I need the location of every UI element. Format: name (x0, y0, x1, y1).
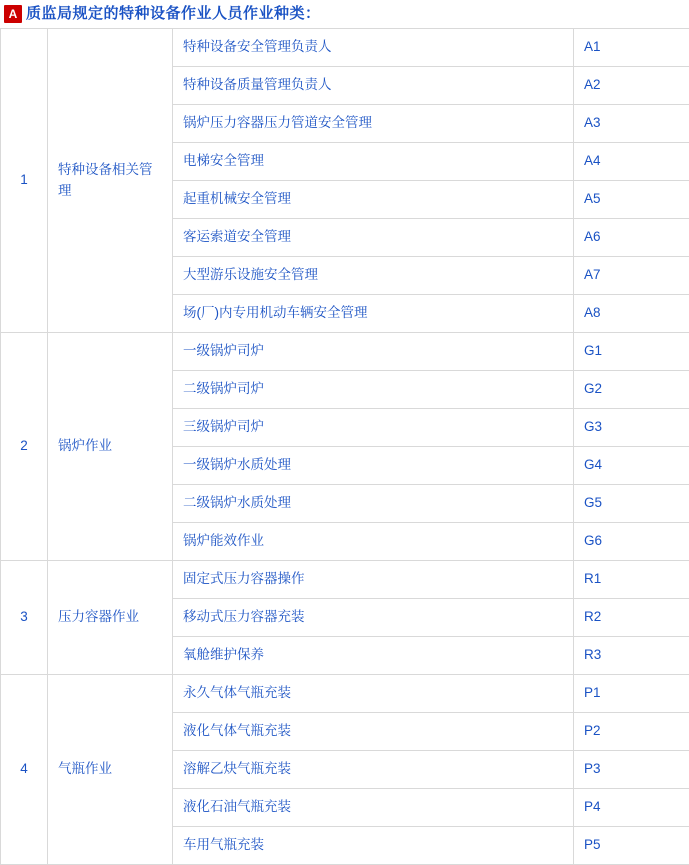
row-number-cell: 3 (1, 561, 48, 675)
table-body (1, 29, 689, 865)
occupation-name-cell: 二级锅炉司炉 (173, 371, 574, 409)
category-cell: 特种设备相关管理 (48, 29, 173, 333)
occupation-name-cell: 固定式压力容器操作 (173, 561, 574, 599)
occupation-code-cell: G3 (574, 409, 689, 447)
occupation-code-cell: A7 (574, 257, 689, 295)
occupation-name-cell: 特种设备质量管理负责人 (173, 67, 574, 105)
occupation-code-cell: A3 (574, 105, 689, 143)
occupation-name-cell: 起重机械安全管理 (173, 181, 574, 219)
page-header (0, 0, 689, 28)
occupation-code-cell: A1 (574, 29, 689, 67)
occupation-name-cell: 二级锅炉水质处理 (173, 485, 574, 523)
occupation-name-cell: 大型游乐设施安全管理 (173, 257, 574, 295)
row-number-cell: 2 (1, 333, 48, 561)
occupation-code-cell: P2 (574, 713, 689, 751)
occupation-code-cell: A5 (574, 181, 689, 219)
occupation-name-cell: 锅炉能效作业 (173, 523, 574, 561)
occupation-name-cell: 一级锅炉司炉 (173, 333, 574, 371)
occupation-name-cell: 特种设备安全管理负责人 (173, 29, 574, 67)
occupation-code-cell: P5 (574, 827, 689, 865)
occupation-code-cell: G4 (574, 447, 689, 485)
occupation-name-cell: 电梯安全管理 (173, 143, 574, 181)
occupation-name-cell: 车用气瓶充装 (173, 827, 574, 865)
occupation-code-cell: A6 (574, 219, 689, 257)
row-number-cell: 4 (1, 675, 48, 865)
occupation-code-cell: A8 (574, 295, 689, 333)
occupation-name-cell: 锅炉压力容器压力管道安全管理 (173, 105, 574, 143)
occupation-code-cell: P4 (574, 789, 689, 827)
special-equipment-table (0, 28, 689, 865)
page-title: 质监局规定的特种设备作业人员作业种类： (26, 5, 321, 23)
occupation-code-cell: R2 (574, 599, 689, 637)
category-cell: 锅炉作业 (48, 333, 173, 561)
occupation-name-cell: 一级锅炉水质处理 (173, 447, 574, 485)
table-row (1, 561, 689, 599)
occupation-code-cell: R3 (574, 637, 689, 675)
occupation-name-cell: 场(厂)内专用机动车辆安全管理 (173, 295, 574, 333)
category-cell: 气瓶作业 (48, 675, 173, 865)
occupation-code-cell: G2 (574, 371, 689, 409)
occupation-code-cell: P1 (574, 675, 689, 713)
section-badge-icon: A (4, 5, 22, 23)
table-row (1, 333, 689, 371)
row-number-cell: 1 (1, 29, 48, 333)
occupation-code-cell: G5 (574, 485, 689, 523)
occupation-name-cell: 液化石油气瓶充装 (173, 789, 574, 827)
occupation-name-cell: 客运索道安全管理 (173, 219, 574, 257)
occupation-code-cell: A2 (574, 67, 689, 105)
occupation-code-cell: A4 (574, 143, 689, 181)
occupation-name-cell: 移动式压力容器充装 (173, 599, 574, 637)
occupation-name-cell: 液化气体气瓶充装 (173, 713, 574, 751)
occupation-code-cell: G1 (574, 333, 689, 371)
table-row (1, 29, 689, 67)
category-cell: 压力容器作业 (48, 561, 173, 675)
occupation-code-cell: G6 (574, 523, 689, 561)
occupation-name-cell: 溶解乙炔气瓶充装 (173, 751, 574, 789)
table-row (1, 675, 689, 713)
occupation-code-cell: R1 (574, 561, 689, 599)
occupation-name-cell: 三级锅炉司炉 (173, 409, 574, 447)
occupation-name-cell: 永久气体气瓶充装 (173, 675, 574, 713)
occupation-code-cell: P3 (574, 751, 689, 789)
occupation-name-cell: 氧舱维护保养 (173, 637, 574, 675)
